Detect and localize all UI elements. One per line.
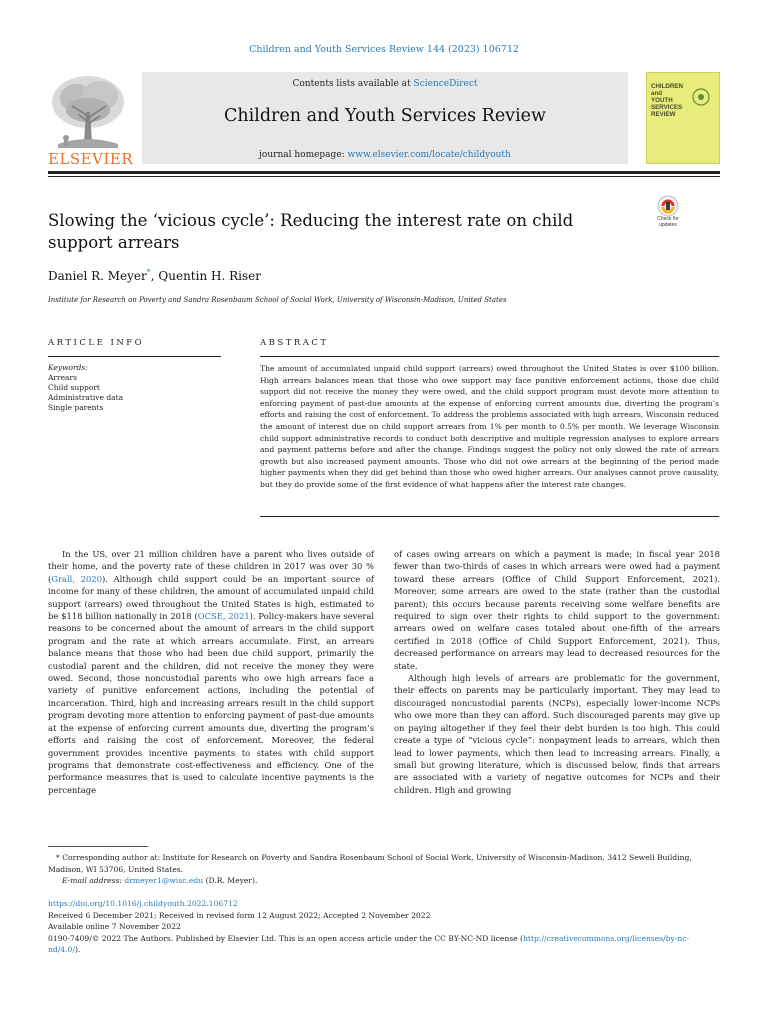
affiliation: Institute for Research on Poverty and Sandra Rosenbaum School of Social Work, University of Wisconsin-Madison, United States bbox=[48, 296, 507, 304]
available-online-date: Available online 7 November 2022 bbox=[48, 922, 181, 932]
footnote-block bbox=[48, 852, 720, 887]
footnote-rule bbox=[48, 846, 148, 847]
citation-link-grall[interactable]: Grall, 2020 bbox=[51, 573, 102, 584]
email-label: E-mail address: bbox=[62, 876, 125, 886]
license-line: 0190-7409/© 2022 The Authors. Published by Elsevier Ltd. This is an open access article under the CC BY-NC-ND license (http://creativecommons.org/licenses/by-nc-nd/4.0/). bbox=[48, 933, 690, 955]
abstract-bottom-rule bbox=[260, 516, 719, 517]
keyword-item: Single parents bbox=[48, 403, 104, 412]
abstract-text: The amount of accumulated unpaid child support (arrears) owed throughout the United States is over $100 billion. High arrears balances mean that those who owe support may face punitive enforcement actions, those due child support did not receive the money they were owed, and the child support program must devote more attention to enforcing payment of past-due amounts at the expense of enforcing current amounts due, diverting the program’s efforts and raising the cost of enforcement. To address the problems associated with high arrears, Wisconsin reduced the amount of interest due on child support arrears from 1% per month to 0.5% per month. We leverage Wisconsin child support administrative records to conduct both descriptive and multiple regression analyses to explore arrears and payment patterns before and after the change. Findings suggest the policy not only slowed the rate of arrears growth but also increased payment amounts. Those who did not owe arrears at the beginning of the period made higher payments when they did get behind than those who owed higher arrears. Our analyses cannot prove causality, but they do provide some of the first evidence of what happens after the interest rate changes. bbox=[260, 364, 719, 489]
article-title: Slowing the ‘vicious cycle’: Reducing the interest rate on child support arrears bbox=[48, 211, 574, 252]
header-rule-thick bbox=[48, 171, 720, 174]
info-divider bbox=[48, 356, 221, 357]
author-1[interactable]: Daniel R. Meyer bbox=[48, 269, 147, 283]
header-rule-thin bbox=[48, 176, 720, 177]
license-link[interactable]: http://creativecommons.org/licenses/by-nc-nd/4.0/ bbox=[48, 933, 690, 955]
publication-info bbox=[48, 898, 720, 956]
body-column-left bbox=[48, 548, 374, 796]
email-line: E-mail address: drmeyer1@wisc.edu (D.R. Meyer). bbox=[62, 876, 258, 886]
journal-homepage-line bbox=[142, 150, 628, 160]
doi-link[interactable]: https://doi.org/10.1016/j.childyouth.2022.106712 bbox=[48, 899, 238, 908]
corresponding-author-note: * Corresponding author at: Institute for Research on Poverty and Sandra Rosenbaum School of Social Work, University of Wisconsin-Madison, 3412 Sewell Building, Madison, WI 53706, United States. bbox=[48, 853, 692, 874]
corresponding-author-mark[interactable]: * bbox=[146, 268, 151, 277]
body-paragraph: of cases owing arrears on which a payment is made; in fiscal year 2018 fewer than two-thirds of cases in which arrears were owed had a payment toward these arrears (Office of Child Support Enforcement, 2021). Moreover, some arrears are owed to the state (rather than the custodial parent); this occurs because parents receiving some welfare benefits are required to sign over their rights to child support to the government: arrears owed on welfare cases totaled about one-fifth of the arrears certified in 2018 (Office of Child Support Enforcement, 2021). Thus, decreased performance on arrears may lead to decreased resources for the state. bbox=[394, 549, 720, 671]
author-separator: , bbox=[150, 269, 159, 283]
journal-citation[interactable]: Children and Youth Services Review 144 (2023) 106712 bbox=[249, 44, 519, 55]
citation-link-ocse[interactable]: OCSE, 2021 bbox=[197, 611, 250, 622]
keyword-item: Child support bbox=[48, 383, 100, 392]
body-paragraph: Although high levels of arrears are problematic for the government, their effects on parents may be particularly important. They may lead to discouraged noncustodial parents (NCPs), especially lower-income NCPs who owe more than they can afford. Such discouraged parents may give up on paying altogether if they feel their debt burden is too high. This could create a type of “vicious cycle”: nonpayment leads to arrears, which then lead to lower payments, which then lead to increasing arrears. Finally, a small but growing literature, which is discussed below, finds that arrears are associated with a variety of negative outcomes for NCPs and their children. High and growing bbox=[394, 673, 720, 795]
homepage-prefix: journal homepage: bbox=[259, 150, 348, 160]
contents-list-line bbox=[142, 79, 628, 89]
keyword-item: Administrative data bbox=[48, 393, 124, 402]
publisher-name: ELSEVIER bbox=[48, 150, 134, 168]
keywords-block bbox=[48, 363, 123, 413]
check-for-updates-button[interactable] bbox=[651, 194, 685, 228]
abstract-heading: ABSTRACT bbox=[260, 338, 329, 348]
check-updates-label: Check for updates bbox=[657, 216, 679, 228]
body-paragraph: In the US, over 21 million children have a parent who lives outside of their home, and the poverty rate of these children in 2017 was over 30 % (Grall, 2020). Although child support could be an important source of income for many of these children, the amount of accumulated unpaid child support (arrears) owed throughout the United States is high, estimated to be $118 billion nationally in 2018 (OCSE, 2021). Policy-makers have several reasons to be concerned about the amount of arrears in the child support program and the rate at which arrears accumulate. First, an arrears balance means that those who had been due child support, primarily the custodial parent and the children, did not receive the money they were owed. Second, those noncustodial parents who owe high arrears face a variety of punitive enforcement actions, including the potential of incarceration. Third, high and increasing arrears result in the child support program devoting more attention to enforcing payment of past-due amounts at the expense of enforcing current amounts due, diverting the program’s efforts and raising the cost of enforcement. Moreover, the federal government provides incentive payments to states with child support programs that demonstrate cost-effectiveness and efficiency. One of the performance measures that is used to calculate incentive payments is the percentage bbox=[48, 549, 374, 795]
journal-title: Children and Youth Services Review bbox=[223, 106, 547, 126]
journal-banner bbox=[142, 72, 628, 164]
author-list bbox=[48, 268, 261, 283]
contents-prefix: Contents lists available at bbox=[292, 79, 414, 89]
journal-cover-thumbnail[interactable] bbox=[646, 72, 720, 164]
author-2[interactable]: Quentin H. Riser bbox=[158, 269, 261, 283]
article-info-heading: ARTICLE INFO bbox=[48, 338, 145, 348]
keyword-item: Arrears bbox=[48, 373, 77, 382]
abstract-divider bbox=[260, 356, 719, 357]
elsevier-logo[interactable] bbox=[48, 72, 134, 168]
received-dates: Received 6 December 2021; Received in revised form 12 August 2022; Accepted 2 November 2022 bbox=[48, 910, 431, 920]
journal-homepage-link[interactable]: www.elsevier.com/locate/childyouth bbox=[347, 150, 511, 160]
keywords-heading: Keywords: bbox=[48, 363, 88, 372]
cover-title: CHILDREN and YOUTH SERVICES REVIEW bbox=[651, 83, 683, 118]
sciencedirect-link[interactable]: ScienceDirect bbox=[413, 79, 478, 89]
body-column-right bbox=[394, 548, 720, 796]
author-email-link[interactable]: drmeyer1@wisc.edu bbox=[124, 876, 204, 886]
cover-emblem-icon bbox=[691, 87, 711, 107]
